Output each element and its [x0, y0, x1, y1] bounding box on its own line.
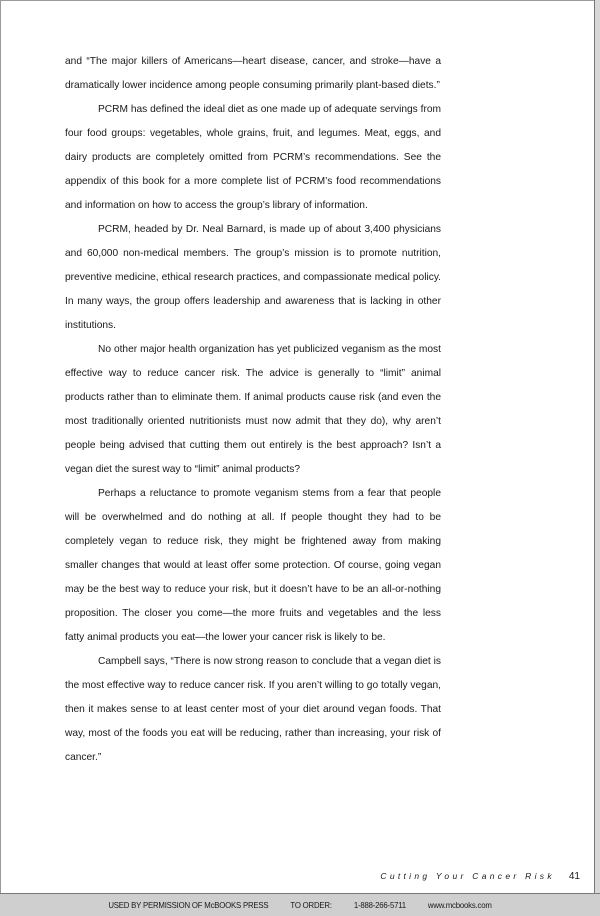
paragraph-5: Perhaps a reluctance to promote veganism stems from a fear that people will be overwhelmed and do nothing at all. If people thought they had to be completely vegan to reduce risk, they might be frightened away from making smaller changes that would at least offer some protection. Of course, going vegan may be the best way to reduce your risk, but it doesn’t have to be an all-or-nothing proposition. The closer you come—the more fruits and vegetables and the less fatty animal products you eat—the lower your cancer risk is likely to be.	[65, 488, 441, 643]
paragraph-3: PCRM, headed by Dr. Neal Barnard, is made up of about 3,400 physicians and 60,000 non-medical members. The group’s mission is to promote nutrition, preventive medicine, ethical research practices, and compassionate medical policy. In many ways, the group offers leadership and awareness that is lacking in other institutions.	[65, 224, 441, 331]
order-phone: 1-888-266-5711	[353, 900, 406, 910]
running-title: Cutting Your Cancer Risk	[380, 871, 555, 881]
page-edge-shadow	[594, 0, 600, 905]
paragraph-6: Campbell says, “There is now strong reason to conclude that a vegan diet is the most effective way to reduce cancer risk. If you aren’t willing to go totally vegan, then it makes sense to at least center most of your diet around vegan foods. That way, most of the foods you eat will be reducing, rather than increasing, your risk of cancer.”	[65, 656, 441, 763]
page-number: 41	[568, 870, 580, 882]
paragraph-1: and “The major killers of Americans—heart disease, cancer, and stroke—have a dramatically lower incidence among people consuming primarily plant-based diets.”	[65, 56, 441, 91]
publisher-website: www.mcbooks.com	[427, 900, 492, 910]
order-label: TO ORDER:	[290, 900, 332, 910]
running-footer	[330, 868, 580, 884]
paragraph-2: PCRM has defined the ideal diet as one made up of adequate servings from four food groups: vegetables, whole grains, fruit, and legumes. Meat, eggs, and dairy products are completely omitted from PCRM’s recommendations. See the appendix of this book for a more complete list of PCRM’s food recommendations and information on how to access the group’s library of information.	[65, 104, 441, 211]
permission-notice: USED BY PERMISSION OF McBOOKS PRESS	[108, 900, 269, 910]
body-text	[65, 50, 441, 770]
paragraph-4: No other major health organization has yet publicized veganism as the most effective way to reduce cancer risk. The advice is generally to “limit” animal products rather than to eliminate them. If animal products cause risk (and even the most traditionally oriented nutritionists must now admit that they do), why aren’t people being advised that cutting them out entirely is the best approach? Isn’t a vegan diet the surest way to “limit” animal products?	[65, 344, 441, 475]
credit-bar	[0, 893, 600, 916]
